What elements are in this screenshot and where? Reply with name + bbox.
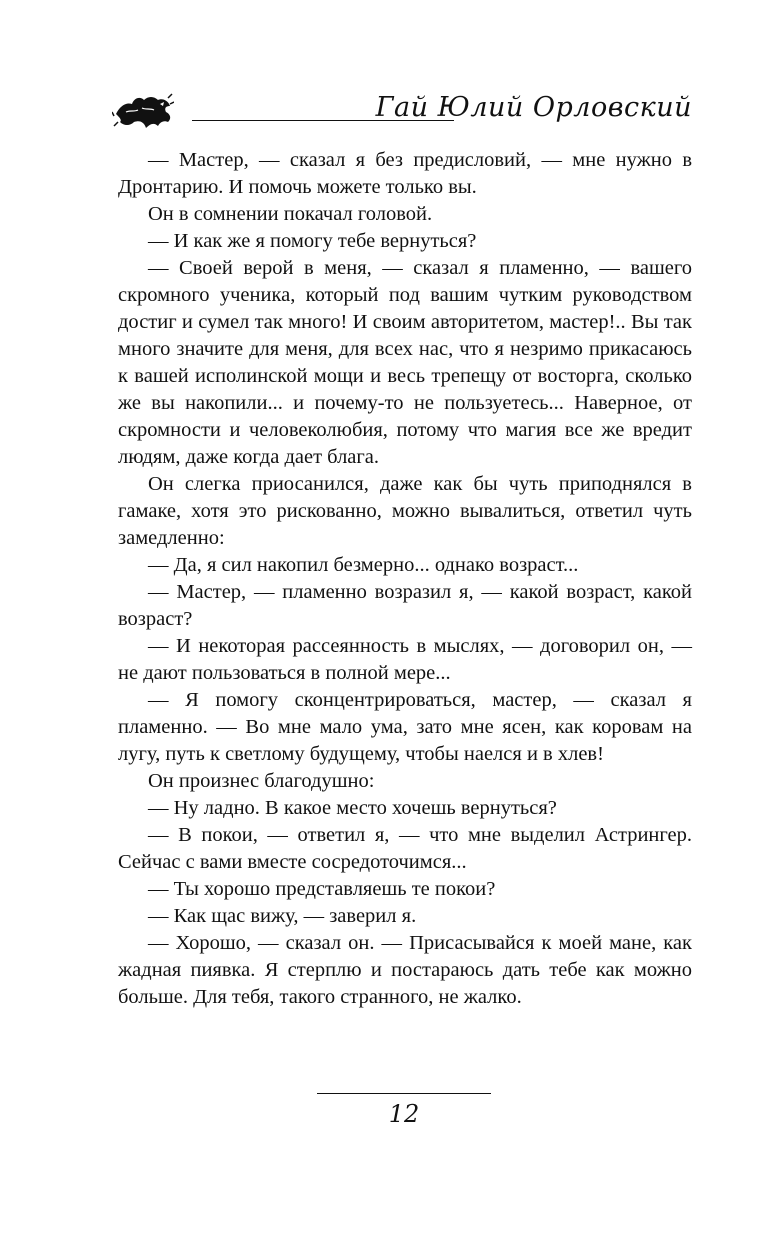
page-number: 12 [388,1100,420,1128]
running-header [112,92,692,132]
paragraph: — Ну ладно. В какое место хочешь вернуться? [148,797,557,819]
dragon-icon [112,92,174,130]
paragraph: Он произнес благодушно: [148,770,375,792]
paragraph: — И некоторая рассеянность в мыслях, — договорил он, — не дают пользоваться в полной мере... [118,635,692,684]
running-head-author: Гай Юлий Орловский [375,92,692,123]
paragraph: — Как щас вижу, — заверил я. [148,905,417,927]
paragraph: — В покои, — ответил я, — что мне выделил Астрингер. Сейчас с вами вместе сосредоточимся... [118,824,692,873]
paragraph: — Ты хорошо представляешь те покои? [148,878,496,900]
body-text [118,147,692,1011]
paragraph: — Своей верой в меня, — сказал я пламенно, — вашего скромного ученика, который под вашим чутким руководством достиг и сумел так много! И своим авторитетом, мастер!.. Вы так много значите для меня, для всех нас, что я незримо прикасаюсь к вашей исполинской мощи и весь трепещу от восторга, сколько же вы накопили... и почему-то не пользуетесь... Наверное, от скромности и человеколюбия, потому что магия все же вредит людям, даже когда дает блага. [118,257,692,468]
paragraph: — Хорошо, — сказал он. — Присасывайся к моей мане, как жадная пиявка. Я стерплю и постараюсь дать тебе как можно больше. Для тебя, такого странного, не жалко. [118,932,692,1008]
paragraph: — Мастер, — пламенно возразил я, — какой возраст, какой возраст? [118,581,692,630]
paragraph: — Я помогу сконцентрироваться, мастер, — сказал я пламенно. — Во мне мало ума, зато мне ясен, как коровам на лугу, путь к светлому будущему, чтобы наелся и в хлев! [118,689,692,765]
paragraph: Он слегка приосанился, даже как бы чуть приподнялся в гамаке, хотя это рискованно, можно вывалиться, ответил чуть замедленно: [118,473,692,549]
paragraph: — Мастер, — сказал я без предисловий, — мне нужно в Дронтарию. И помочь можете только вы. [118,149,692,198]
paragraph: — И как же я помогу тебе вернуться? [148,230,477,252]
paragraph: Он в сомнении покачал головой. [148,203,433,225]
footer-rule [317,1093,491,1094]
paragraph: — Да, я сил накопил безмерно... однако возраст... [148,554,579,576]
